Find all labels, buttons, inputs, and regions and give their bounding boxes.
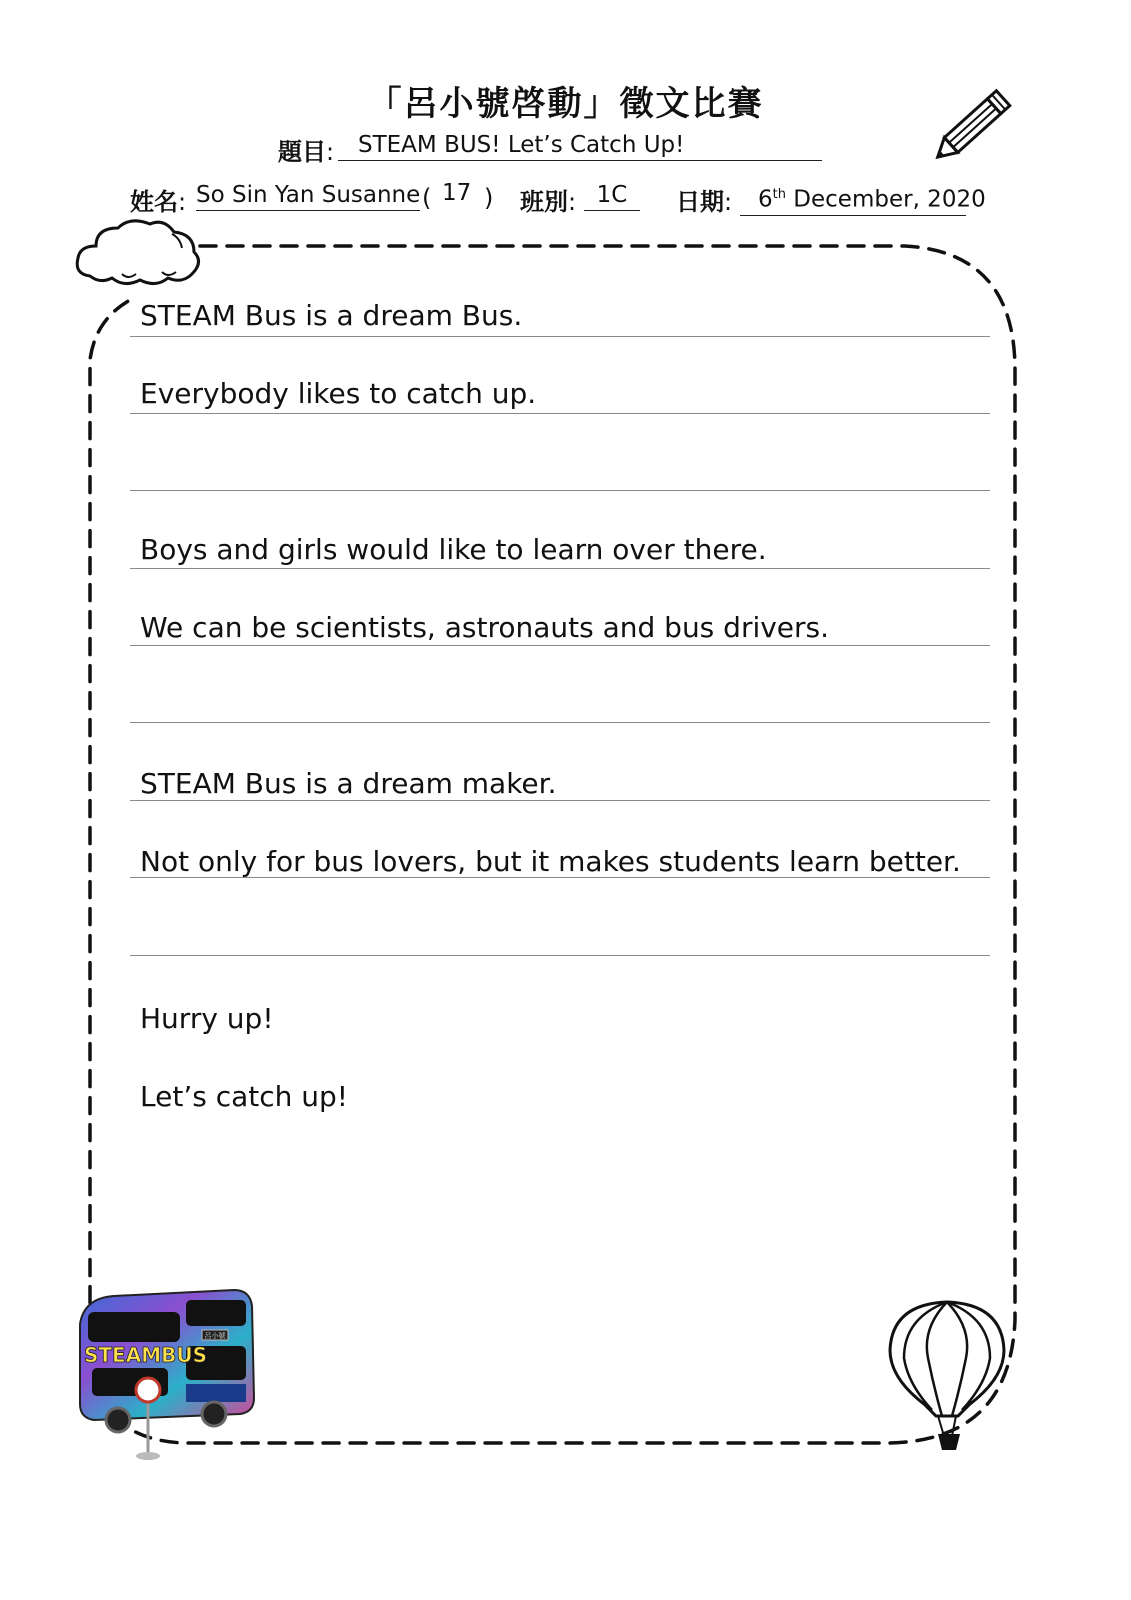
- ruled-line: [130, 490, 990, 491]
- essay-line: Let’s catch up!: [140, 1080, 349, 1113]
- essay-line: Everybody likes to catch up.: [140, 377, 537, 410]
- pencil-icon: [935, 82, 1020, 164]
- essay-line: We can be scientists, astronauts and bus drivers.: [140, 611, 830, 644]
- date-label: 日期:: [676, 188, 733, 216]
- ruled-line: [130, 413, 990, 414]
- ruled-line: [130, 722, 990, 723]
- essay-line: STEAM Bus is a dream maker.: [140, 767, 557, 800]
- name-field: So Sin Yan Susanne: [196, 180, 420, 211]
- paren-close: ): [484, 184, 494, 212]
- date-suffix: th: [772, 187, 786, 202]
- paren-open: (: [422, 184, 432, 212]
- name-label: 姓名:: [130, 188, 187, 216]
- page-title: 「呂小號啓動」徵文比賽: [367, 84, 764, 124]
- topic-field: STEAM BUS! Let’s Catch Up!: [338, 130, 822, 161]
- name-label-text: 姓名: [130, 188, 178, 216]
- essay-line: Boys and girls would like to learn over there.: [140, 533, 767, 566]
- essay-line: STEAM Bus is a dream Bus.: [140, 299, 523, 332]
- topic-label: 題目:: [278, 138, 335, 166]
- ruled-line: [130, 955, 990, 956]
- date-label-text: 日期: [676, 188, 724, 216]
- essay-line: Hurry up!: [140, 1002, 274, 1035]
- class-label: 班別:: [520, 188, 577, 216]
- ruled-line: [130, 336, 990, 337]
- cloud-icon: [72, 214, 204, 294]
- class-number: 17: [442, 180, 472, 206]
- bus-logo-text: STEAMBUS: [84, 1343, 207, 1367]
- ruled-line: [130, 568, 990, 569]
- topic-label-text: 題目: [278, 138, 326, 166]
- hot-air-balloon-icon: [884, 1298, 1010, 1458]
- class-label-text: 班別: [520, 188, 568, 216]
- bus-sign-text: 呂小號: [204, 1332, 226, 1340]
- date-rest: December, 2020: [793, 186, 986, 213]
- bus-illustration: [74, 1286, 258, 1462]
- essay-line: Not only for bus lovers, but it makes students learn better.: [140, 845, 961, 878]
- date-day: 6: [758, 186, 773, 213]
- class-field: 1C: [584, 180, 640, 211]
